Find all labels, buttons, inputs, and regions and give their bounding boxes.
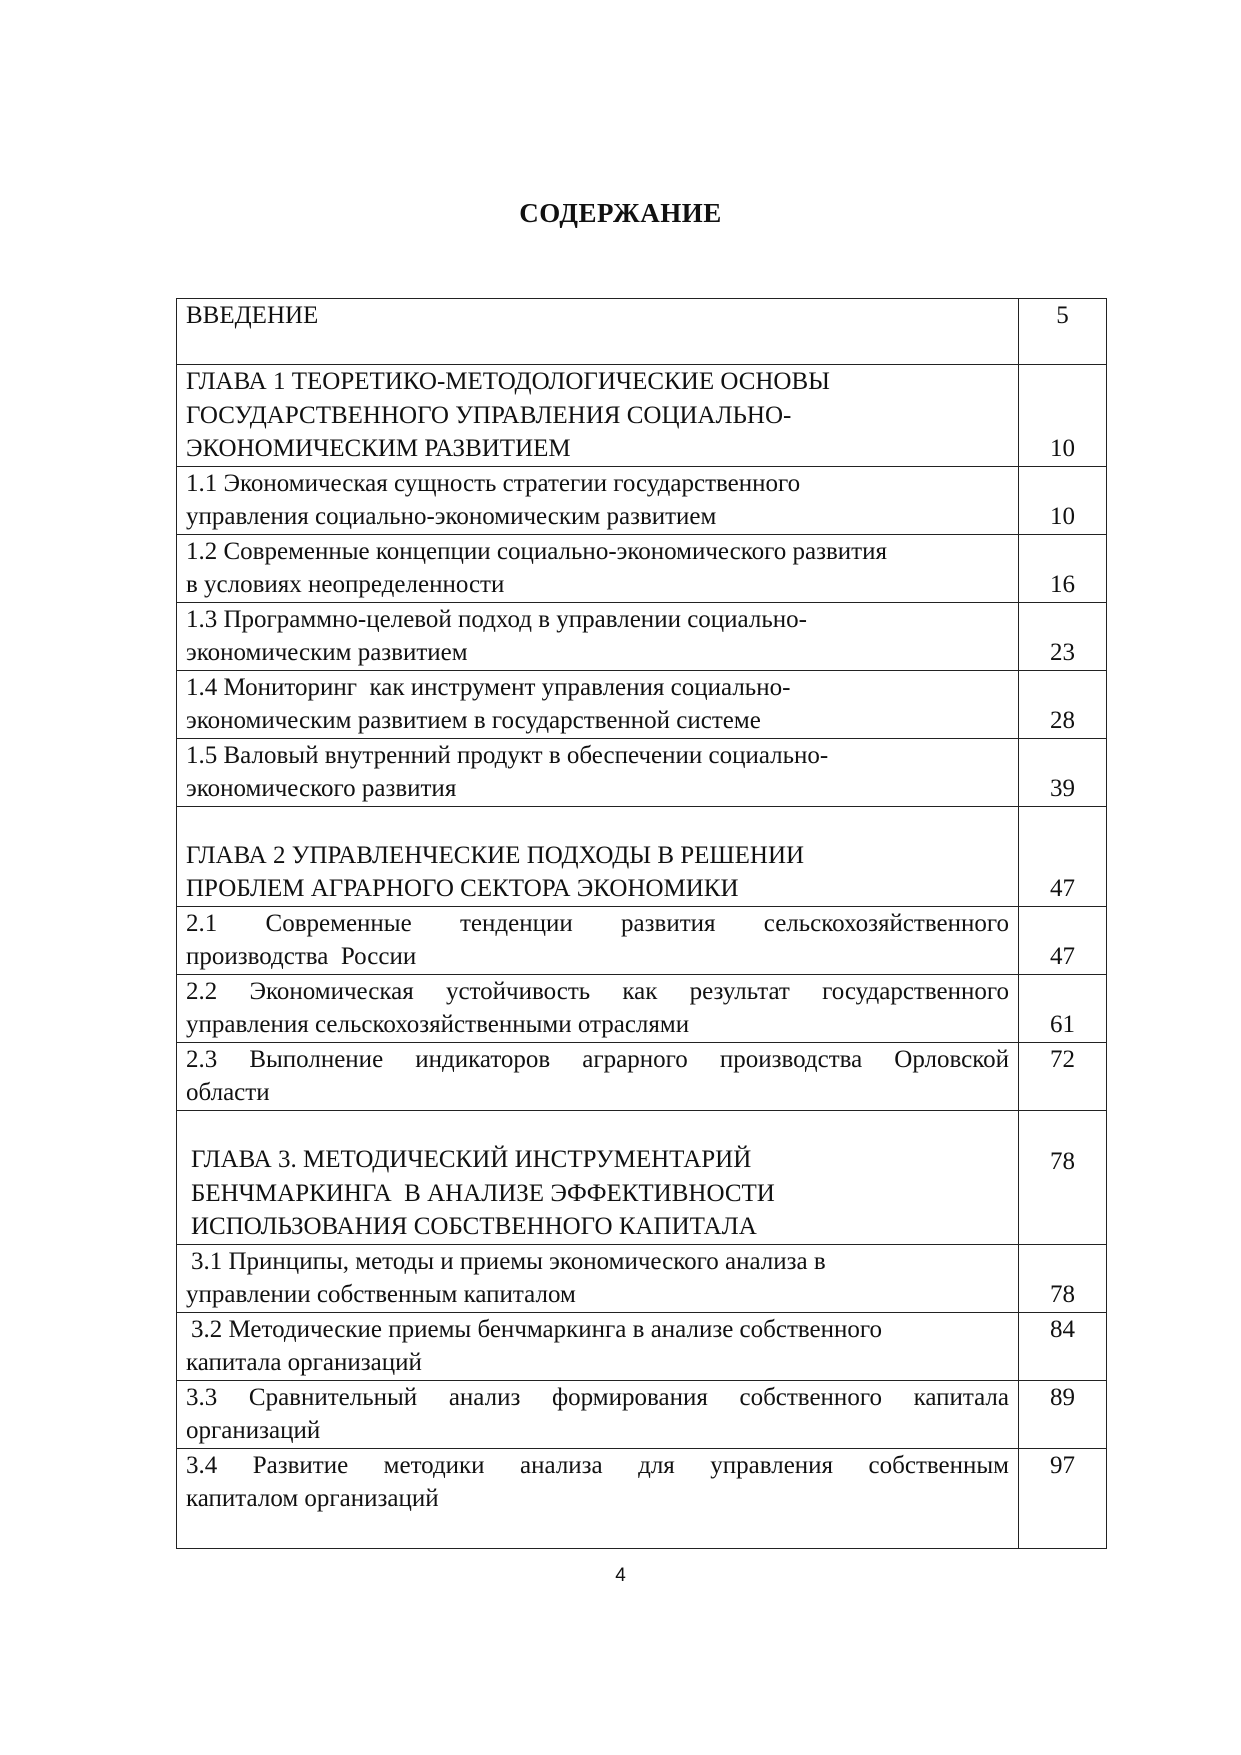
toc-entry [177,1042,1019,1110]
toc-row [177,466,1107,534]
toc-page [1019,1110,1107,1244]
toc-line: экономического развития [186,775,457,802]
toc-line: 2.1 Современные тенденции развития сельскохозяйственного [186,909,1009,937]
toc-line: организаций [186,1417,321,1444]
toc-entry [177,1244,1019,1312]
toc-entry [177,1312,1019,1380]
toc-row [177,738,1107,806]
toc-line: БЕНЧМАРКИНГА В АНАЛИЗЕ ЭФФЕКТИВНОСТИ [191,1179,775,1207]
toc-line: экономическим развитием в государственной системе [186,707,761,734]
toc-line: ПРОБЛЕМ АГРАРНОГО СЕКТОРА ЭКОНОМИКИ [186,875,739,902]
toc-line: 1.3 Программно-целевой подход в управлении социально- [186,605,807,633]
toc-line: управления социально-экономическим развитием [186,503,717,530]
toc-entry [177,806,1019,906]
toc-line: капиталом организаций [186,1485,439,1512]
toc-entry [177,466,1019,534]
toc-page: 28 [1019,670,1107,738]
toc-line: 3.3 Сравнительный анализ формирования собственного капитала [186,1383,1009,1411]
toc-line: 1.1 Экономическая сущность стратегии государственного [186,469,801,497]
toc-entry [177,1448,1019,1548]
toc-row [177,1244,1107,1312]
toc-page: 72 [1019,1042,1107,1110]
toc-line: ВВЕДЕНИЕ [186,302,319,329]
toc-entry [177,299,1019,365]
toc-row [177,602,1107,670]
toc-row [177,534,1107,602]
toc-entry [177,602,1019,670]
toc-row [177,365,1107,467]
toc-line: ГОСУДАРСТВЕННОГО УПРАВЛЕНИЯ СОЦИАЛЬНО- [186,401,792,429]
toc-entry [177,738,1019,806]
toc-line: 3.1 Принципы, методы и приемы экономического анализа в [191,1247,826,1275]
toc-entry [177,1380,1019,1448]
toc-line: ГЛАВА 3. МЕТОДИЧЕСКИЙ ИНСТРУМЕНТАРИЙ [191,1146,752,1173]
toc-page: 47 [1019,806,1107,906]
toc-line: 2.3 Выполнение индикаторов аграрного производства Орловской [186,1045,1009,1073]
toc-line: ГЛАВА 2 УПРАВЛЕНЧЕСКИЕ ПОДХОДЫ В РЕШЕНИИ [186,841,805,869]
toc-line: экономическим развитием [186,639,468,666]
toc-entry [177,365,1019,467]
toc-row [177,1110,1107,1244]
toc-line: 2.2 Экономическая устойчивость как результат государственного [186,977,1009,1005]
toc-page: 23 [1019,602,1107,670]
toc-page: 78 [1019,1244,1107,1312]
toc-page: 10 [1019,466,1107,534]
toc-line: в условиях неопределенности [186,571,505,598]
toc-page: 39 [1019,738,1107,806]
toc-page: 5 [1019,299,1107,365]
toc-line: управления сельскохозяйственными отраслями [186,1011,690,1038]
toc-row [177,670,1107,738]
toc-row [177,1312,1107,1380]
toc-page: 97 [1019,1448,1107,1548]
toc-page: 89 [1019,1380,1107,1448]
page-title: СОДЕРЖАНИЕ [519,198,722,228]
toc-line: ГЛАВА 1 ТЕОРЕТИКО-МЕТОДОЛОГИЧЕСКИЕ ОСНОВЫ [186,368,830,395]
table-of-contents [176,298,1107,1549]
toc-row [177,906,1107,974]
toc-entry [177,534,1019,602]
toc-entry [177,1110,1019,1244]
toc-line: ЭКОНОМИЧЕСКИМ РАЗВИТИЕМ [186,435,571,462]
toc-line: ИСПОЛЬЗОВАНИЯ СОБСТВЕННОГО КАПИТАЛА [191,1213,757,1240]
toc-page: 61 [1019,974,1107,1042]
toc-line: 3.2 Методические приемы бенчмаркинга в анализе собственного [191,1315,883,1343]
toc-line: 3.4 Развитие методики анализа для управления собственным [186,1451,1009,1479]
toc-page: 84 [1019,1312,1107,1380]
page-number: 4 [615,1565,626,1586]
toc-entry [177,974,1019,1042]
toc-line: капитала организаций [186,1349,422,1376]
toc-line: области [186,1079,270,1106]
toc-line: производства России [186,943,417,970]
toc-row [177,1042,1107,1110]
toc-line: управлении собственным капиталом [186,1281,576,1308]
toc-entry [177,670,1019,738]
toc-row [177,299,1107,365]
toc-row [177,806,1107,906]
toc-page-number: 78 [1050,1147,1075,1175]
toc-line: 1.2 Современные концепции социально-экономического развития [186,537,887,565]
toc-line: 1.4 Мониторинг как инструмент управления социально- [186,673,791,701]
toc-row [177,1448,1107,1548]
toc-entry [177,906,1019,974]
toc-row [177,974,1107,1042]
toc-page: 10 [1019,365,1107,467]
toc-page: 47 [1019,906,1107,974]
toc-row [177,1380,1107,1448]
toc-line: 1.5 Валовый внутренний продукт в обеспечении социально- [186,741,829,769]
toc-page: 16 [1019,534,1107,602]
